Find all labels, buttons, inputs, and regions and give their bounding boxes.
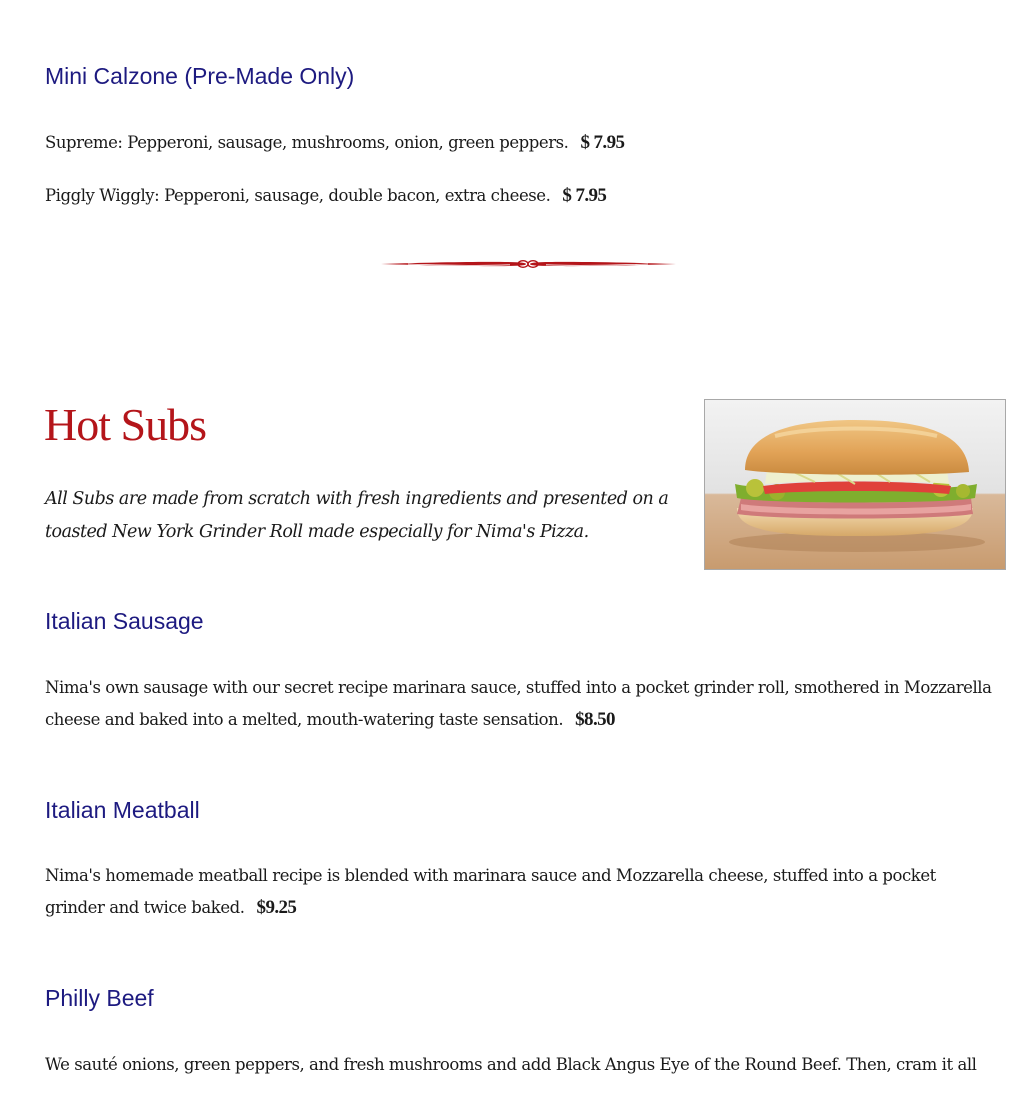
italian-sausage-heading: Italian Sausage — [45, 608, 204, 634]
item-description: Supreme: Pepperoni, sausage, mushrooms, onion, green peppers. — [45, 133, 569, 152]
italian-meatball-heading: Italian Meatball — [45, 797, 200, 823]
ornamental-divider — [378, 256, 678, 272]
item-price: $9.25 — [256, 897, 297, 918]
item-price: $ 7.95 — [580, 132, 625, 153]
philly-beef-description: We sauté onions, green peppers, and fresh mushrooms and add Black Angus Eye of the Round Beef. Then, cram it all — [45, 1055, 977, 1074]
item-description: Piggly Wiggly: Pepperoni, sausage, double bacon, extra cheese. — [45, 186, 551, 205]
calzone-item-piggly-wiggly — [45, 180, 606, 212]
italian-sausage-description — [45, 672, 995, 736]
calzone-item-supreme — [45, 127, 624, 159]
italian-meatball-description — [45, 860, 995, 924]
sub-sandwich-photo — [704, 399, 1006, 570]
sandwich-image — [705, 400, 1005, 569]
item-price: $8.50 — [575, 709, 615, 730]
item-price: $ 7.95 — [562, 185, 607, 206]
item-description: Nima's own sausage with our secret recipe marinara sauce, stuffed into a pocket grinder roll, smothered in Mozzarella cheese and baked into a melted, mouth-watering taste sensation. — [45, 678, 992, 729]
hot-subs-title: Hot Subs — [44, 399, 206, 450]
mini-calzone-heading: Mini Calzone (Pre-Made Only) — [45, 63, 355, 89]
hot-subs-intro: All Subs are made from scratch with fresh ingredients and presented on a toasted New York Grinder Roll made especially for Nima's Pizza. — [45, 489, 669, 542]
item-description: Nima's homemade meatball recipe is blended with marinara sauce and Mozzarella cheese, stuffed into a pocket grinder and twice baked. — [45, 866, 936, 917]
philly-beef-heading: Philly Beef — [45, 985, 154, 1011]
